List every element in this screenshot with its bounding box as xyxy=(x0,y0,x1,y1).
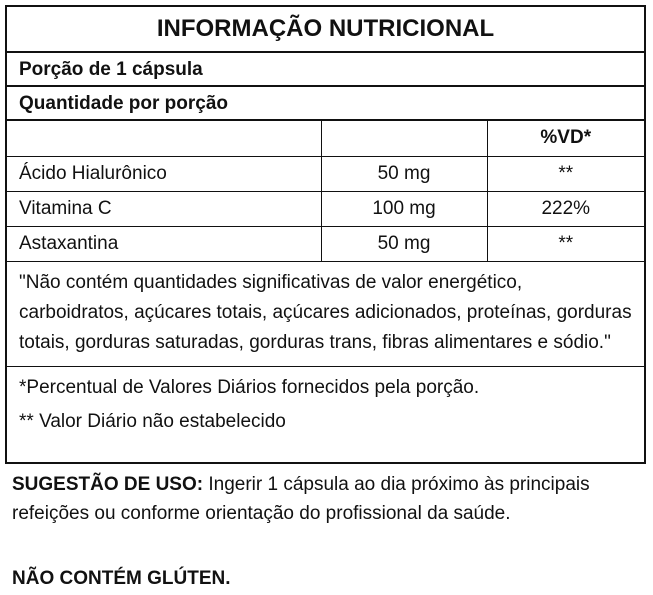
nutrition-facts-panel xyxy=(5,5,646,464)
header-cell-amount xyxy=(321,121,487,156)
nutrient-daily-value: ** xyxy=(487,156,644,191)
footnotes xyxy=(7,367,644,439)
not-significant-disclaimer: "Não contém quantidades significativas de valor energético, carboidratos, açúcares totais, açúcares adicionados, proteínas, gorduras totais, gorduras saturadas, gorduras trans, fibras alimentares e sódio." xyxy=(7,262,644,367)
table-row xyxy=(7,156,644,191)
nutrient-name: Ácido Hialurônico xyxy=(7,156,321,191)
table-header-row xyxy=(7,121,644,156)
footnote-daily-value: *Percentual de Valores Diários fornecidos pela porção. xyxy=(19,376,480,398)
nutrient-daily-value: 222% xyxy=(487,191,644,226)
nutrient-table xyxy=(7,121,644,262)
quantity-per-portion-header: Quantidade por porção xyxy=(7,87,644,121)
usage-suggestion xyxy=(12,470,637,528)
nutrient-amount: 100 mg xyxy=(321,191,487,226)
gluten-free-notice: NÃO CONTÉM GLÚTEN. xyxy=(12,568,231,589)
nutrient-amount: 50 mg xyxy=(321,226,487,261)
nutrient-name: Astaxantina xyxy=(7,226,321,261)
usage-label: SUGESTÃO DE USO: xyxy=(12,474,204,495)
table-row xyxy=(7,226,644,261)
nutrient-daily-value: ** xyxy=(487,226,644,261)
header-cell-name xyxy=(7,121,321,156)
panel-title: INFORMAÇÃO NUTRICIONAL xyxy=(7,7,644,53)
nutrient-name: Vitamina C xyxy=(7,191,321,226)
usage-text: Ingerir 1 cápsula ao dia próximo às principais refeições ou conforme orientação do profissional da saúde. xyxy=(12,474,590,524)
header-cell-daily-value: %VD* xyxy=(487,121,644,156)
nutrient-amount: 50 mg xyxy=(321,156,487,191)
footnote-not-established: ** Valor Diário não estabelecido xyxy=(19,410,286,432)
portion-size: Porção de 1 cápsula xyxy=(7,53,644,87)
table-row xyxy=(7,191,644,226)
